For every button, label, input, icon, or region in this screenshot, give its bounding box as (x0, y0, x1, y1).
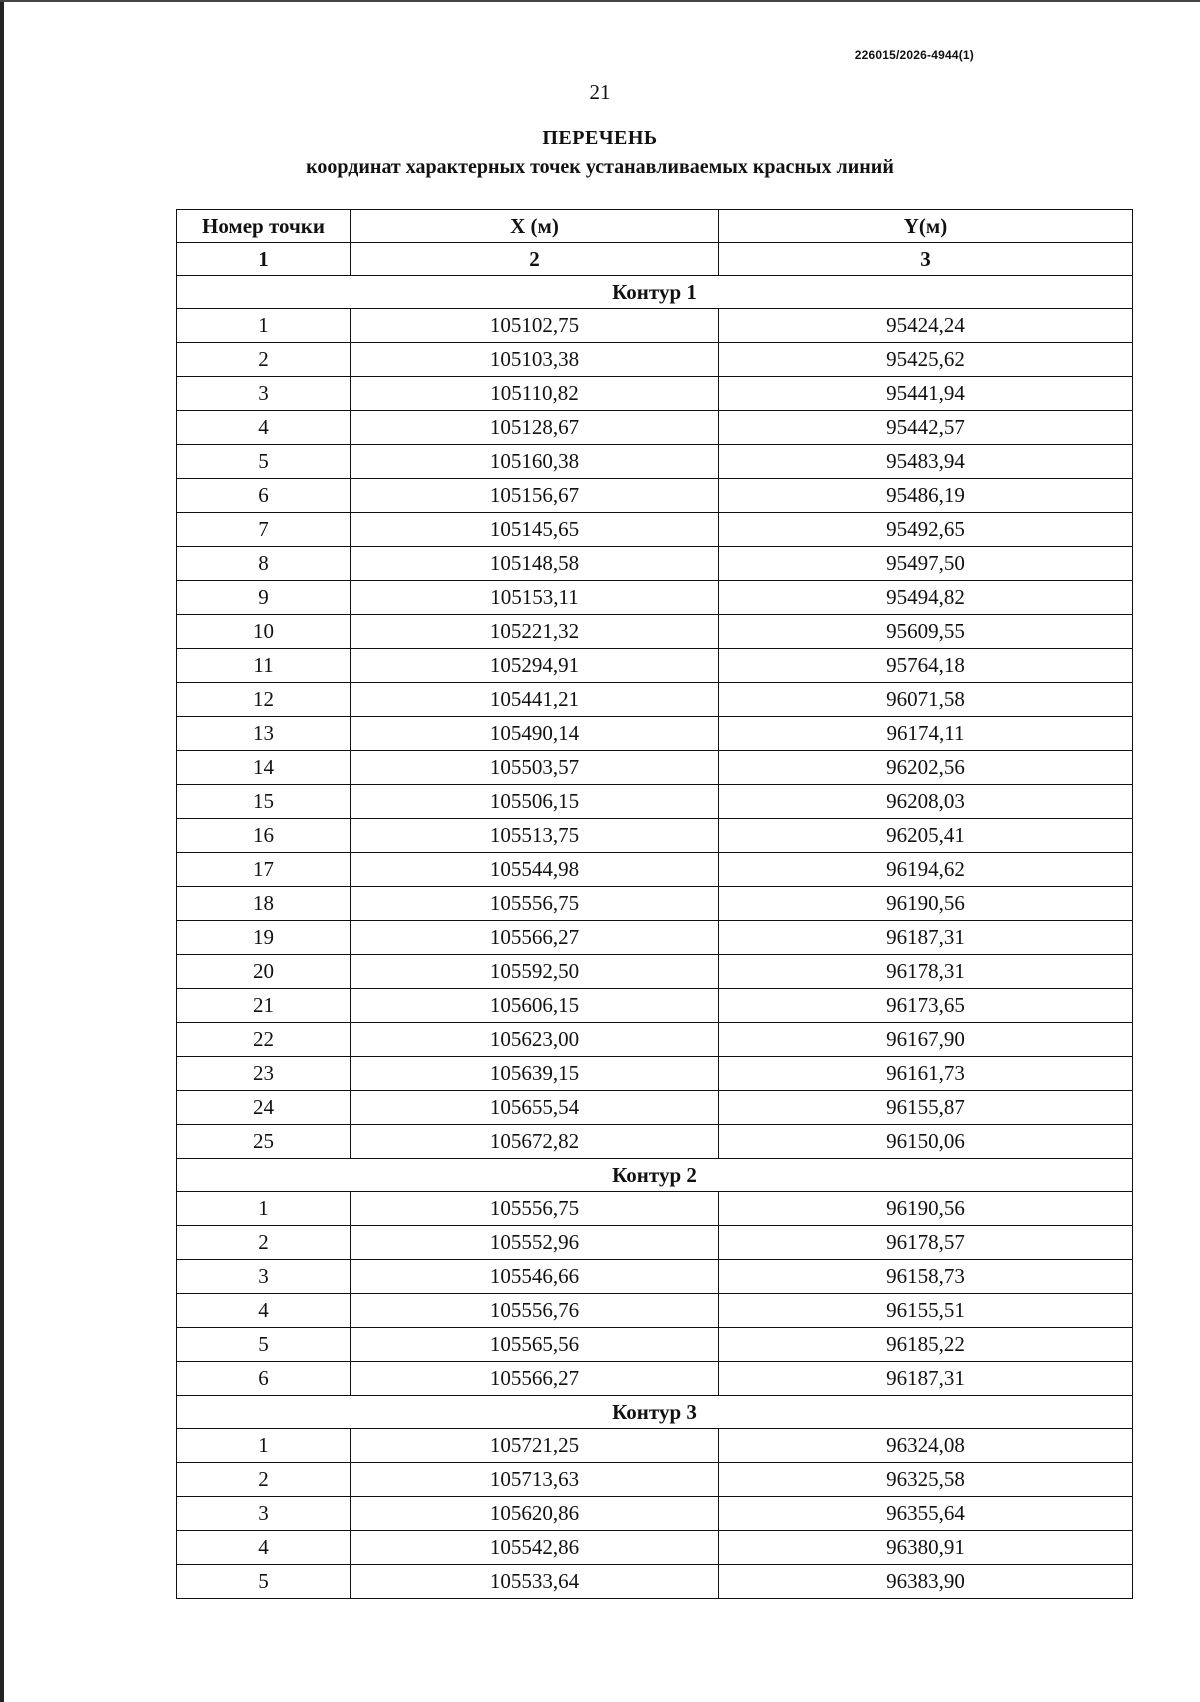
table-row (177, 377, 1133, 411)
x-coordinate-cell: 105145,65 (351, 513, 719, 547)
y-coordinate-cell: 95483,94 (719, 445, 1133, 479)
table-row (177, 1328, 1133, 1362)
table-row (177, 445, 1133, 479)
x-coordinate-cell: 105513,75 (351, 819, 719, 853)
y-coordinate-cell: 96355,64 (719, 1497, 1133, 1531)
table-row (177, 717, 1133, 751)
x-coordinate-cell: 105542,86 (351, 1531, 719, 1565)
point-number-cell: 1 (177, 1429, 351, 1463)
column-number: 3 (719, 243, 1133, 276)
x-coordinate-cell: 105506,15 (351, 785, 719, 819)
x-coordinate-cell: 105110,82 (351, 377, 719, 411)
point-number-cell: 24 (177, 1091, 351, 1125)
y-coordinate-cell: 96185,22 (719, 1328, 1133, 1362)
x-coordinate-cell: 105592,50 (351, 955, 719, 989)
table-row (177, 819, 1133, 853)
point-number-cell: 9 (177, 581, 351, 615)
x-coordinate-cell: 105156,67 (351, 479, 719, 513)
y-coordinate-cell: 96190,56 (719, 887, 1133, 921)
y-coordinate-cell: 96187,31 (719, 1362, 1133, 1396)
x-coordinate-cell: 105102,75 (351, 309, 719, 343)
table-row (177, 479, 1133, 513)
y-coordinate-cell: 95442,57 (719, 411, 1133, 445)
point-number-cell: 2 (177, 1463, 351, 1497)
column-number-row (177, 243, 1133, 276)
point-number-cell: 11 (177, 649, 351, 683)
point-number-cell: 25 (177, 1125, 351, 1159)
table-row (177, 1565, 1133, 1599)
x-coordinate-cell: 105556,75 (351, 887, 719, 921)
table-row (177, 1429, 1133, 1463)
x-coordinate-cell: 105565,56 (351, 1328, 719, 1362)
y-coordinate-cell: 96150,06 (719, 1125, 1133, 1159)
x-coordinate-cell: 105533,64 (351, 1565, 719, 1599)
table-row (177, 649, 1133, 683)
y-coordinate-cell: 96174,11 (719, 717, 1133, 751)
table-header-row (177, 210, 1133, 243)
y-coordinate-cell: 95424,24 (719, 309, 1133, 343)
table-row (177, 1260, 1133, 1294)
x-coordinate-cell: 105544,98 (351, 853, 719, 887)
x-coordinate-cell: 105655,54 (351, 1091, 719, 1125)
table-row (177, 1531, 1133, 1565)
point-number-cell: 3 (177, 1497, 351, 1531)
table-row (177, 989, 1133, 1023)
point-number-cell: 3 (177, 1260, 351, 1294)
contour-heading-row (177, 1396, 1133, 1429)
header-point-number: Номер точки (177, 210, 351, 243)
point-number-cell: 2 (177, 1226, 351, 1260)
table-row (177, 343, 1133, 377)
y-coordinate-cell: 96383,90 (719, 1565, 1133, 1599)
point-number-cell: 8 (177, 547, 351, 581)
point-number-cell: 13 (177, 717, 351, 751)
table-row (177, 1091, 1133, 1125)
scan-edge-top (0, 0, 1200, 2)
y-coordinate-cell: 96194,62 (719, 853, 1133, 887)
y-coordinate-cell: 96071,58 (719, 683, 1133, 717)
table-row (177, 785, 1133, 819)
y-coordinate-cell: 96173,65 (719, 989, 1133, 1023)
y-coordinate-cell: 96324,08 (719, 1429, 1133, 1463)
contour-label: Контур 3 (177, 1396, 1133, 1429)
table-row (177, 309, 1133, 343)
x-coordinate-cell: 105556,75 (351, 1192, 719, 1226)
y-coordinate-cell: 96178,57 (719, 1226, 1133, 1260)
table-row (177, 1463, 1133, 1497)
table-row (177, 1497, 1133, 1531)
y-coordinate-cell: 95441,94 (719, 377, 1133, 411)
y-coordinate-cell: 95492,65 (719, 513, 1133, 547)
document-id: 226015/2026-4944(1) (854, 48, 974, 62)
y-coordinate-cell: 95425,62 (719, 343, 1133, 377)
table-row (177, 615, 1133, 649)
point-number-cell: 19 (177, 921, 351, 955)
y-coordinate-cell: 96187,31 (719, 921, 1133, 955)
x-coordinate-cell: 105623,00 (351, 1023, 719, 1057)
x-coordinate-cell: 105294,91 (351, 649, 719, 683)
point-number-cell: 1 (177, 309, 351, 343)
y-coordinate-cell: 96208,03 (719, 785, 1133, 819)
contour-heading-row (177, 276, 1133, 309)
contour-label: Контур 2 (177, 1159, 1133, 1192)
point-number-cell: 6 (177, 479, 351, 513)
point-number-cell: 12 (177, 683, 351, 717)
point-number-cell: 4 (177, 1294, 351, 1328)
table-row (177, 955, 1133, 989)
table-row (177, 1057, 1133, 1091)
x-coordinate-cell: 105503,57 (351, 751, 719, 785)
y-coordinate-cell: 96161,73 (719, 1057, 1133, 1091)
y-coordinate-cell: 95497,50 (719, 547, 1133, 581)
point-number-cell: 17 (177, 853, 351, 887)
point-number-cell: 23 (177, 1057, 351, 1091)
x-coordinate-cell: 105639,15 (351, 1057, 719, 1091)
table-row (177, 751, 1133, 785)
table-row (177, 683, 1133, 717)
point-number-cell: 1 (177, 1192, 351, 1226)
point-number-cell: 15 (177, 785, 351, 819)
table-row (177, 581, 1133, 615)
y-coordinate-cell: 95764,18 (719, 649, 1133, 683)
column-number: 1 (177, 243, 351, 276)
point-number-cell: 4 (177, 411, 351, 445)
table-row (177, 853, 1133, 887)
x-coordinate-cell: 105490,14 (351, 717, 719, 751)
table-row (177, 921, 1133, 955)
point-number-cell: 3 (177, 377, 351, 411)
y-coordinate-cell: 96158,73 (719, 1260, 1133, 1294)
y-coordinate-cell: 95494,82 (719, 581, 1133, 615)
coordinates-table (176, 209, 1133, 1599)
table-row (177, 887, 1133, 921)
y-coordinate-cell: 96202,56 (719, 751, 1133, 785)
point-number-cell: 6 (177, 1362, 351, 1396)
y-coordinate-cell: 96155,51 (719, 1294, 1133, 1328)
table-row (177, 411, 1133, 445)
x-coordinate-cell: 105103,38 (351, 343, 719, 377)
x-coordinate-cell: 105128,67 (351, 411, 719, 445)
point-number-cell: 5 (177, 1565, 351, 1599)
x-coordinate-cell: 105566,27 (351, 1362, 719, 1396)
point-number-cell: 7 (177, 513, 351, 547)
table-body (177, 276, 1133, 1599)
y-coordinate-cell: 96325,58 (719, 1463, 1133, 1497)
x-coordinate-cell: 105153,11 (351, 581, 719, 615)
point-number-cell: 21 (177, 989, 351, 1023)
point-number-cell: 20 (177, 955, 351, 989)
page-number: 21 (589, 80, 611, 104)
x-coordinate-cell: 105620,86 (351, 1497, 719, 1531)
y-coordinate-cell: 96155,87 (719, 1091, 1133, 1125)
x-coordinate-cell: 105606,15 (351, 989, 719, 1023)
contour-heading-row (177, 1159, 1133, 1192)
document-title: ПЕРЕЧЕНЬ (542, 127, 658, 149)
x-coordinate-cell: 105441,21 (351, 683, 719, 717)
y-coordinate-cell: 96178,31 (719, 955, 1133, 989)
x-coordinate-cell: 105221,32 (351, 615, 719, 649)
point-number-cell: 5 (177, 1328, 351, 1362)
table-row (177, 1192, 1133, 1226)
contour-label: Контур 1 (177, 276, 1133, 309)
x-coordinate-cell: 105148,58 (351, 547, 719, 581)
point-number-cell: 18 (177, 887, 351, 921)
y-coordinate-cell: 96190,56 (719, 1192, 1133, 1226)
point-number-cell: 5 (177, 445, 351, 479)
point-number-cell: 10 (177, 615, 351, 649)
table-row (177, 1362, 1133, 1396)
y-coordinate-cell: 96205,41 (719, 819, 1133, 853)
column-number: 2 (351, 243, 719, 276)
x-coordinate-cell: 105546,66 (351, 1260, 719, 1294)
point-number-cell: 22 (177, 1023, 351, 1057)
table-row (177, 1294, 1133, 1328)
table-row (177, 1226, 1133, 1260)
table-row (177, 513, 1133, 547)
header-y: Y(м) (719, 210, 1133, 243)
point-number-cell: 14 (177, 751, 351, 785)
y-coordinate-cell: 96380,91 (719, 1531, 1133, 1565)
y-coordinate-cell: 96167,90 (719, 1023, 1133, 1057)
x-coordinate-cell: 105556,76 (351, 1294, 719, 1328)
scan-edge-left (0, 0, 4, 1702)
x-coordinate-cell: 105721,25 (351, 1429, 719, 1463)
table-row (177, 1125, 1133, 1159)
table-row (177, 547, 1133, 581)
point-number-cell: 2 (177, 343, 351, 377)
x-coordinate-cell: 105552,96 (351, 1226, 719, 1260)
document-subtitle: координат характерных точек устанавливаемых красных линий (306, 156, 894, 178)
table-row (177, 1023, 1133, 1057)
x-coordinate-cell: 105160,38 (351, 445, 719, 479)
x-coordinate-cell: 105713,63 (351, 1463, 719, 1497)
y-coordinate-cell: 95609,55 (719, 615, 1133, 649)
point-number-cell: 4 (177, 1531, 351, 1565)
point-number-cell: 16 (177, 819, 351, 853)
header-x: X (м) (351, 210, 719, 243)
y-coordinate-cell: 95486,19 (719, 479, 1133, 513)
x-coordinate-cell: 105672,82 (351, 1125, 719, 1159)
x-coordinate-cell: 105566,27 (351, 921, 719, 955)
